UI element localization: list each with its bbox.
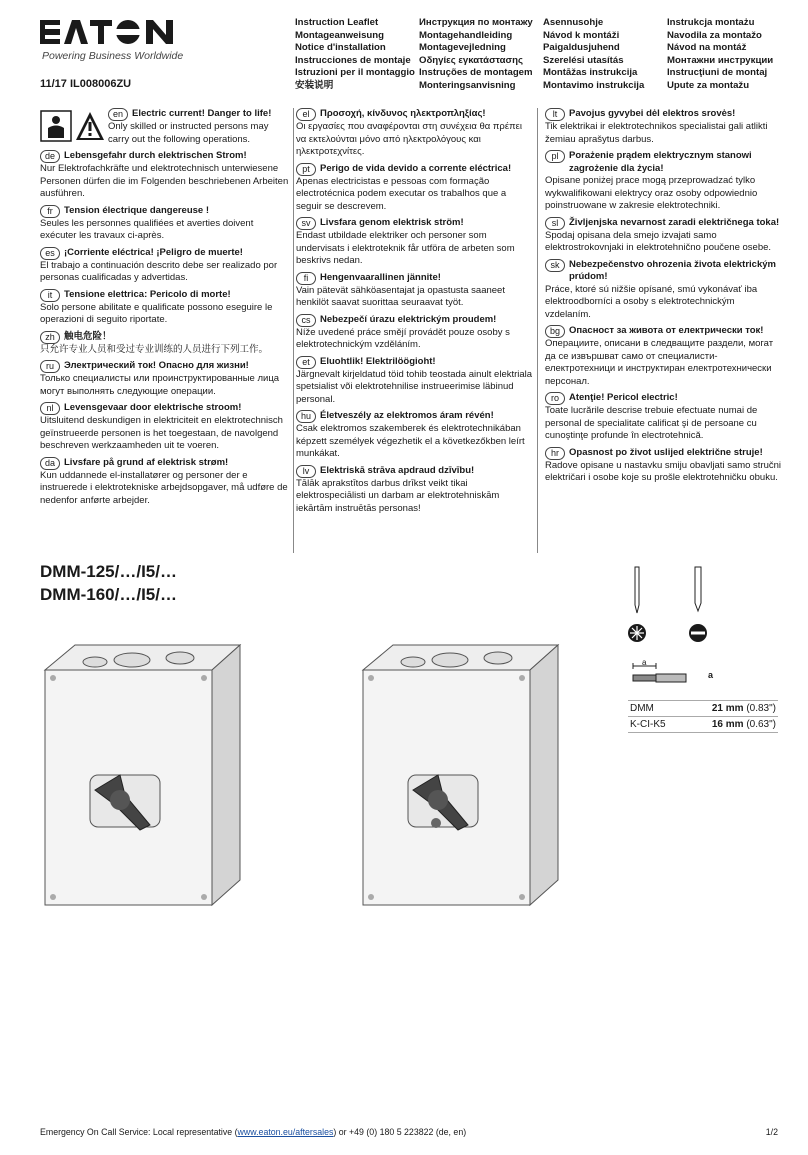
language-code: fr bbox=[40, 205, 60, 218]
safety-heading bbox=[296, 465, 534, 478]
safety-block-ro bbox=[545, 392, 783, 443]
safety-block-pl bbox=[545, 150, 783, 213]
safety-block-fi bbox=[296, 272, 534, 310]
safety-text: Endast utbildade elektriker och personer som undervisats i elektroteknik får utföra de arbeten som beskrivs nedan. bbox=[296, 230, 515, 266]
safety-text: Radove opisane u nastavku smiju obavljati samo stručni električari i osobe koje su prošle elektrotehničku obuku. bbox=[545, 459, 782, 483]
title: Montageanweisung bbox=[295, 29, 385, 41]
safety-title: Опасност за живота от електрически ток! bbox=[569, 325, 764, 336]
device-type: DMM bbox=[630, 703, 654, 714]
device-type: K-CI-K5 bbox=[630, 719, 666, 730]
titles-col-1 bbox=[295, 17, 415, 93]
language-code: zh bbox=[40, 331, 60, 344]
language-code: et bbox=[296, 356, 316, 369]
title: Návod na montáž bbox=[667, 42, 747, 54]
safety-heading bbox=[296, 217, 534, 230]
title: Instruções de montagem bbox=[419, 67, 533, 79]
footer bbox=[40, 1127, 466, 1137]
title: Instrucţiuni de montaj bbox=[667, 67, 768, 79]
safety-heading bbox=[40, 289, 290, 302]
safety-heading bbox=[296, 356, 534, 369]
model-line: DMM-125/…/I5/… bbox=[40, 562, 177, 581]
safety-title: Электрический ток! Опасно для жизни! bbox=[64, 360, 249, 371]
safety-title: Προσοχή, κίνδυνος ηλεκτροπληξίας! bbox=[320, 108, 486, 119]
safety-heading bbox=[40, 360, 290, 373]
language-code: ro bbox=[545, 392, 565, 405]
language-code: da bbox=[40, 457, 60, 470]
safety-block-nl bbox=[40, 402, 290, 453]
table-row bbox=[628, 717, 778, 733]
safety-text: Nur Elektrofachkräfte und elektrotechnisch unterwiesene Personen dürfen die im Folgenden beschriebenen Arbeiten ausführen. bbox=[40, 163, 289, 199]
safety-text: Apenas electricistas e pessoas com formação electrotécnica podem executar os trabalhos que a seguir se descrevem. bbox=[296, 175, 507, 212]
safety-heading bbox=[40, 247, 290, 260]
safety-text: Spodaj opisana dela smejo izvajati samo elektrostrokovnjaki in elektrotehnično poučene osebe. bbox=[545, 229, 772, 253]
column-divider bbox=[293, 108, 294, 553]
title: Montavimo instrukcija bbox=[543, 79, 645, 91]
dimension-label: a bbox=[708, 670, 714, 680]
safety-text: El trabajo a continuación descrito debe ser realizado por personas cualificadas y advertidas. bbox=[40, 259, 278, 283]
safety-column-1 bbox=[40, 108, 290, 511]
title: Upute za montažu bbox=[667, 79, 750, 91]
language-code: sv bbox=[296, 217, 316, 230]
language-code: ru bbox=[40, 360, 60, 373]
safety-heading bbox=[545, 217, 783, 230]
strip-length: 16 mm bbox=[711, 719, 744, 730]
safety-title: Levensgevaar door elektrische stroom! bbox=[64, 402, 242, 413]
title: 安装说明 bbox=[295, 79, 334, 91]
safety-block-lv bbox=[296, 465, 534, 516]
title: Paigaldusjuhend bbox=[543, 42, 620, 54]
safety-block-lt bbox=[545, 108, 783, 146]
title: Asennusohje bbox=[543, 17, 604, 28]
safety-column-2 bbox=[296, 108, 534, 519]
safety-block-da bbox=[40, 457, 290, 508]
safety-text: Uitsluitend deskundigen in elektriciteit en elektrotechnisch geïnstrueerde personen is het toegestaan, de navolgend beschreven werkzaamheden uit te voeren. bbox=[40, 415, 283, 451]
safety-block-es bbox=[40, 247, 290, 285]
wire-strip-diagram bbox=[628, 660, 728, 690]
safety-text: Операциите, описани в следващите раздели, могат да се извършват само от специалисти-електротехници и инструктиран електротехнически персонал. bbox=[545, 338, 774, 387]
safety-block-en bbox=[40, 108, 290, 146]
safety-column-3 bbox=[545, 108, 783, 489]
safety-title: Opasnost po život uslijed električne struje! bbox=[569, 446, 763, 458]
safety-text: Níže uvedené práce smějí provádět pouze osoby s elektrotechnickým vzděláním. bbox=[296, 326, 510, 350]
safety-block-el bbox=[296, 108, 534, 159]
title: Návod k montáži bbox=[543, 29, 620, 41]
safety-title: Perigo de vida devido a corrente eléctrica! bbox=[320, 162, 512, 174]
safety-title: Livsfara genom elektrisk ström! bbox=[320, 217, 464, 228]
language-code: cs bbox=[296, 314, 316, 327]
safety-block-de bbox=[40, 150, 290, 201]
language-code: hr bbox=[545, 447, 565, 460]
safety-text: Solo persone abilitate e qualificate possono eseguire le operazioni di seguito riportate. bbox=[40, 301, 273, 325]
safety-block-fr bbox=[40, 205, 290, 243]
safety-text: Järgnevalt kirjeldatud töid tohib teostada ainult elektriala spetsialist või elektrotehnilise instrueerimise läbinud personal. bbox=[296, 368, 533, 405]
model-line: DMM-160/…/I5/… bbox=[40, 585, 177, 604]
column-divider bbox=[537, 108, 538, 553]
safety-heading bbox=[296, 272, 534, 285]
language-code: en bbox=[108, 108, 128, 121]
language-code: hu bbox=[296, 410, 316, 423]
strip-length-inch: (0.63") bbox=[746, 719, 776, 730]
safety-heading bbox=[545, 108, 783, 121]
safety-text: Tik elektrikai ir elektrotechnikos specialistai gali atlikti žemiau aprašytus darbus. bbox=[545, 121, 768, 145]
safety-heading bbox=[40, 150, 290, 163]
aftersales-link[interactable]: www.eaton.eu/aftersales bbox=[237, 1127, 334, 1137]
language-code: it bbox=[40, 289, 60, 302]
language-code: lv bbox=[296, 465, 316, 478]
title: Монтажни инструкции bbox=[667, 54, 774, 66]
safety-title: Tensione elettrica: Pericolo di morte! bbox=[64, 288, 231, 300]
screwdriver-phillips-icon bbox=[635, 567, 639, 613]
safety-text: Toate lucrările descrise trebuie efectuate numai de personal de specialitate calificat şi de persoane cu cunoştinţe profunde în electrotehnică. bbox=[545, 405, 758, 441]
screwdriver-flat-icon bbox=[695, 567, 701, 611]
safety-text: Opisane poniżej prace mogą przeprowadzać tylko wykwalifikowani elektrycy oraz osoby odpowiednio poinstruowane w zakresie elektrotechniki. bbox=[545, 175, 758, 211]
safety-text: Seules les personnes qualifiées et averties doivent exécuter les travaux ci-après. bbox=[40, 217, 254, 241]
safety-title: Nebezpečí úrazu elektrickým proudem! bbox=[320, 313, 497, 325]
safety-heading bbox=[545, 150, 783, 175]
safety-title: Lebensgefahr durch elektrischen Strom! bbox=[64, 150, 247, 161]
safety-block-bg bbox=[545, 325, 783, 388]
safety-title: Atenţie! Pericol electric! bbox=[569, 392, 678, 403]
safety-block-pt bbox=[296, 163, 534, 214]
safety-heading bbox=[296, 410, 534, 423]
enclosure-drawing-left bbox=[40, 625, 280, 925]
language-code: lt bbox=[545, 108, 565, 121]
titles-col-3 bbox=[543, 17, 644, 93]
safety-title: Porażenie prądem elektrycznym stanowi zagrożenie dla życia! bbox=[569, 150, 752, 174]
tagline: Powering Business Worldwide bbox=[42, 50, 184, 62]
title: Montāžas instrukcija bbox=[543, 67, 638, 79]
safety-block-it bbox=[40, 289, 290, 327]
language-code: pl bbox=[545, 150, 565, 163]
footer-text: Emergency On Call Service: Local representative ( bbox=[40, 1127, 238, 1137]
safety-block-et bbox=[296, 356, 534, 407]
safety-title: Nebezpečenstvo ohrozenia života elektrickým prúdom! bbox=[569, 258, 776, 282]
safety-heading bbox=[545, 325, 783, 338]
safety-block-hr bbox=[545, 447, 783, 485]
safety-heading bbox=[296, 163, 534, 176]
safety-title: Hengenvaarallinen jännite! bbox=[320, 271, 441, 283]
safety-title: Tension électrique dangereuse ! bbox=[64, 204, 210, 216]
safety-heading bbox=[545, 392, 783, 405]
titles-col-4 bbox=[667, 17, 773, 93]
safety-title: Življenjska nevarnost zaradi električnega toka! bbox=[569, 216, 780, 228]
safety-block-sk bbox=[545, 259, 783, 322]
title: Инструкция по монтажу bbox=[419, 17, 533, 28]
safety-block-ru bbox=[40, 360, 290, 398]
language-code: fi bbox=[296, 272, 316, 285]
safety-text: Vain pätevät sähköasentajat ja opastusta saaneet henkilöt saavat suorittaa seuraavat työt. bbox=[296, 284, 505, 308]
title: Szerelési utasítás bbox=[543, 54, 624, 66]
footer-text: ) or +49 (0) 180 5 223822 (de, en) bbox=[333, 1127, 467, 1137]
safety-heading bbox=[40, 331, 290, 344]
language-code: pt bbox=[296, 163, 316, 176]
safety-title: Életveszély az elektromos áram révén! bbox=[320, 410, 494, 421]
safety-title: Livsfare på grund af elektrisk strøm! bbox=[64, 456, 229, 468]
safety-block-hu bbox=[296, 410, 534, 461]
title: Montagevejledning bbox=[419, 42, 506, 54]
safety-block-cs bbox=[296, 314, 534, 352]
model-designation bbox=[40, 560, 177, 606]
tool-icons bbox=[625, 565, 720, 645]
safety-heading bbox=[545, 259, 783, 284]
strip-length-table bbox=[628, 700, 778, 733]
safety-title: 触电危险！ bbox=[64, 330, 112, 342]
enclosure-drawing-right bbox=[358, 625, 598, 925]
dimension-label: a bbox=[642, 658, 647, 667]
safety-heading bbox=[40, 205, 290, 218]
safety-text: Práce, ktoré sú nižšie opísané, smú vykonávať iba elektroodborníci a osoby s elektrotechnickým vzdelaním. bbox=[545, 283, 758, 320]
safety-title: Pavojus gyvybei dėl elektros srovės! bbox=[569, 108, 736, 119]
language-code: el bbox=[296, 108, 316, 121]
safety-heading bbox=[296, 108, 534, 121]
eaton-logo-graphic bbox=[40, 17, 185, 47]
safety-block-sl bbox=[545, 217, 783, 255]
strip-length-inch: (0.83") bbox=[746, 703, 776, 714]
title: Navodila za montažo bbox=[667, 29, 762, 41]
safety-heading bbox=[545, 447, 783, 460]
title: Notice d'installation bbox=[295, 42, 386, 54]
title: Monteringsanvisning bbox=[419, 79, 516, 91]
title: Οδηγίες εγκατάστασης bbox=[419, 54, 523, 66]
safety-block-sv bbox=[296, 217, 534, 268]
table-row bbox=[628, 701, 778, 717]
safety-block-zh bbox=[40, 331, 290, 357]
safety-title: Eluohtlik! Elektrilöögioht! bbox=[320, 355, 436, 367]
language-code: sk bbox=[545, 259, 565, 272]
language-code: de bbox=[40, 150, 60, 163]
safety-text: Kun uddannede el-installatører og personer der e instruerede i elektrotekniske arbejdsopgaver, må udføre de nedenfor anførte arbejder. bbox=[40, 469, 288, 506]
title: Instrukcja montażu bbox=[667, 17, 755, 28]
safety-text: Οι εργασίες που αναφέρονται στη συνέχεια θα πρέπει να εκτελούνται μόνο από ηλεκτρολόγους και ηλεκτροτεχνίτες. bbox=[296, 121, 522, 157]
safety-heading bbox=[108, 108, 290, 121]
safety-text: Csak elektromos szakemberek és elektrotechnikában képzett személyek végezhetik el a következőkben leírt munkákat. bbox=[296, 423, 525, 459]
eaton-logo bbox=[40, 17, 185, 47]
title: Montagehandleiding bbox=[419, 29, 513, 41]
safety-title: ¡Corriente eléctrica! ¡Peligro de muerte! bbox=[64, 246, 243, 258]
safety-heading bbox=[296, 314, 534, 327]
safety-text: 只允许专业人员和受过专业训练的人员进行下列工作。 bbox=[40, 343, 269, 355]
title: Instrucciones de montaje bbox=[295, 54, 411, 66]
language-code: bg bbox=[545, 325, 565, 338]
safety-title: Electric current! Danger to life! bbox=[132, 108, 272, 119]
safety-heading bbox=[40, 402, 290, 415]
language-code: sl bbox=[545, 217, 565, 230]
title: Istruzioni per il montaggio bbox=[295, 67, 415, 79]
safety-text: Только специалисты или проинструктированные лица могут выполнять следующие операции. bbox=[40, 373, 280, 397]
safety-heading bbox=[40, 457, 290, 470]
titles-col-2 bbox=[419, 17, 533, 93]
safety-text: Only skilled or instructed persons may carry out the following operations. bbox=[108, 121, 269, 145]
safety-title: Elektriskā strāva apdraud dzīvību! bbox=[320, 464, 475, 476]
strip-length: 21 mm bbox=[711, 703, 744, 714]
document-number: 11/17 IL008006ZU bbox=[40, 78, 132, 90]
language-code: nl bbox=[40, 402, 60, 415]
safety-text: Tālāk aprakstītos darbus drīkst veikt tikai elektrospeciālisti un darbam ar elektrotehniskām iekārtām instruētās personas! bbox=[296, 477, 500, 514]
page-number: 1/2 bbox=[765, 1127, 778, 1137]
language-code: es bbox=[40, 247, 60, 260]
title: Instruction Leaflet bbox=[295, 17, 379, 28]
